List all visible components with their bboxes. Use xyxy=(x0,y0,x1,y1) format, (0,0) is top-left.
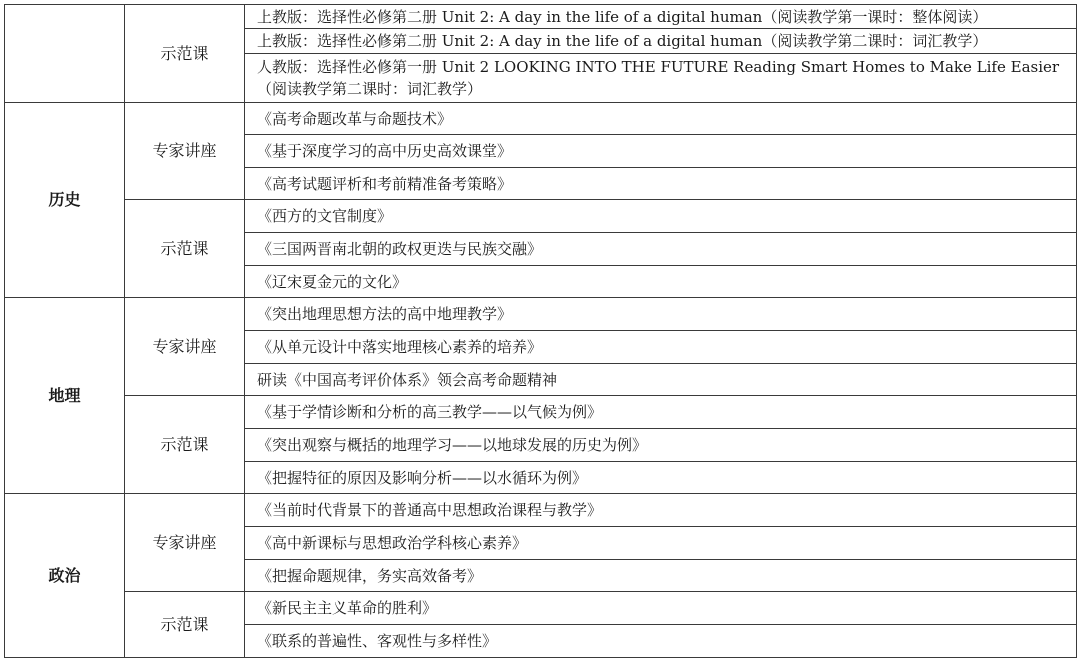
course-type-cell: 专家讲座 xyxy=(125,103,245,200)
course-type-cell: 专家讲座 xyxy=(125,298,245,396)
course-item: 《新民主主义革命的胜利》 xyxy=(245,592,1077,625)
subject-cell xyxy=(5,5,125,103)
course-item: 《从单元设计中落实地理核心素养的培养》 xyxy=(245,331,1077,364)
course-item: 《高中新课标与思想政治学科核心素养》 xyxy=(245,527,1077,560)
course-item: 《西方的文官制度》 xyxy=(245,200,1077,233)
course-item: 《联系的普遍性、客观性与多样性》 xyxy=(245,625,1077,658)
course-item: 上教版：选择性必修第二册 Unit 2: A day in the life of a digital human（阅读教学第二课时：词汇教学） xyxy=(245,29,1077,54)
course-type-cell: 示范课 xyxy=(125,5,245,103)
table-row xyxy=(5,494,1077,527)
table-row xyxy=(5,396,1077,429)
course-type-cell: 示范课 xyxy=(125,200,245,298)
course-item: 研读《中国高考评价体系》领会高考命题精神 xyxy=(245,364,1077,396)
course-item: 《把握命题规律，务实高效备考》 xyxy=(245,560,1077,592)
course-type-cell: 示范课 xyxy=(125,396,245,494)
subject-cell: 地理 xyxy=(5,298,125,494)
course-type-cell: 示范课 xyxy=(125,592,245,658)
course-item: 《突出地理思想方法的高中地理教学》 xyxy=(245,298,1077,331)
course-item: 《三国两晋南北朝的政权更迭与民族交融》 xyxy=(245,233,1077,266)
table-row xyxy=(5,200,1077,233)
course-item: 《基于深度学习的高中历史高效课堂》 xyxy=(245,135,1077,168)
course-item: 《高考试题评析和考前精准备考策略》 xyxy=(245,168,1077,200)
course-item: 《当前时代背景下的普通高中思想政治课程与教学》 xyxy=(245,494,1077,527)
course-item: 《辽宋夏金元的文化》 xyxy=(245,266,1077,298)
table-row xyxy=(5,298,1077,331)
course-item: 《把握特征的原因及影响分析——以水循环为例》 xyxy=(245,462,1077,494)
course-type-cell: 专家讲座 xyxy=(125,494,245,592)
table-row xyxy=(5,103,1077,135)
course-item: 《突出观察与概括的地理学习——以地球发展的历史为例》 xyxy=(245,429,1077,462)
course-item: 上教版：选择性必修第二册 Unit 2: A day in the life of a digital human（阅读教学第一课时：整体阅读） xyxy=(245,5,1077,29)
table-row xyxy=(5,5,1077,29)
subject-cell: 历史 xyxy=(5,103,125,298)
course-schedule-table xyxy=(4,4,1077,658)
table-row xyxy=(5,592,1077,625)
subject-cell: 政治 xyxy=(5,494,125,658)
course-item: 人教版：选择性必修第一册 Unit 2 LOOKING INTO THE FUTURE Reading Smart Homes to Make Life Easier（阅读教学第二课时：词汇教学） xyxy=(245,54,1077,103)
course-item: 《基于学情诊断和分析的高三教学——以气候为例》 xyxy=(245,396,1077,429)
course-item: 《高考命题改革与命题技术》 xyxy=(245,103,1077,135)
